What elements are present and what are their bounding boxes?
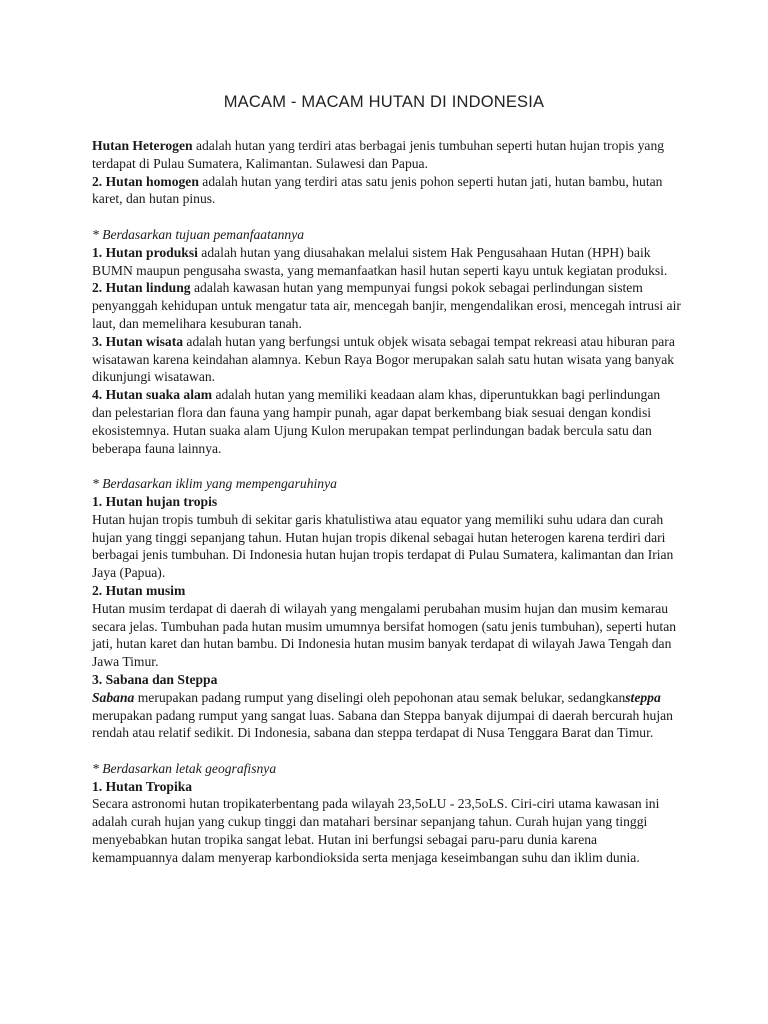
paragraph-hutan-produksi — [92, 244, 682, 280]
paragraph-hutan-suaka-alam — [92, 386, 682, 457]
paragraph-hutan-tropika: Secara astronomi hutan tropikaterbentang pada wilayah 23,5oLU - 23,5oLS. Ciri-ciri utama kawasan ini adalah curah hujan yang cukup tinggi dan matahari bersinar sepanjang tahun. Curah hujan yang tinggi menyebabkan hutan tropika sangat lebat. Hutan ini berfungsi sebagai paru-paru dunia karena kemampuannya dalam menyerap karbondioksida serta menjaga keseimbangan suhu dan iklim dunia. — [92, 796, 660, 865]
text-hutan-lindung: adalah kawasan hutan yang mempunyai fungsi pokok sebagai perlindungan sistem penyanggah kehidupan untuk mengatur tata air, mencegah banjir, mengendalikan erosi, mencegah intrusi air laut, dan memelihara kesuburan tanah. — [92, 280, 681, 331]
section-heading-letak — [92, 760, 682, 778]
term-hutan-homogen: 2. Hutan homogen — [92, 173, 199, 189]
subheading-hutan-musim — [92, 582, 682, 600]
text-hutan-produksi: adalah hutan yang diusahakan melalui sistem Hak Pengusahaan Hutan (HPH) baik BUMN maupun pengusaha swasta, yang memanfaatkan hasil hutan seperti kayu untuk kegiatan produksi. — [92, 244, 668, 278]
term-hutan-heterogen: Hutan Heterogen — [92, 138, 193, 153]
text-hutan-homogen: adalah hutan yang terdiri atas satu jenis pohon seperti hutan jati, hutan bambu, hutan karet, dan hutan pinus. — [92, 173, 663, 207]
subheading-sabana-steppa — [92, 671, 682, 689]
term-hutan-lindung: 2. Hutan lindung — [92, 280, 191, 296]
subheading-hutan-hujan-tropis — [92, 493, 682, 511]
spacer — [92, 208, 682, 226]
section-heading-iklim — [92, 475, 682, 493]
subheading-sabana-steppa-text: 3. Sabana dan Steppa — [92, 671, 218, 687]
paragraph-hutan-hujan-tropis: Hutan hujan tropis tumbuh di sekitar garis khatulistiwa atau equator yang memiliki suhu udara dan curah hujan yang tinggi sepanjang tahun. Hutan hujan tropis dikenal sebagai hutan heterogen karena terdiri dari berbagai jenis tumbuhan. Di Indonesia hutan hujan tropis terdapat di Pulau Sumatera, kalimantan dan Irian Jaya (Papua). — [92, 511, 674, 581]
text-hutan-suaka-alam: adalah hutan yang memiliki keadaan alam khas, diperuntukkan bagi perlindungan dan pelestarian flora dan fauna yang hampir punah, agar dapat berkembang biak sesuai dengan kondisi ekosistemnya. Hutan suaka alam Ujung Kulon merupakan tempat perlindungan badak bercula satu dan beberapa fauna lainnya. — [92, 387, 661, 456]
paragraph-hutan-lindung — [92, 279, 682, 332]
text-hutan-heterogen: adalah hutan yang terdiri atas berbagai jenis tumbuhan seperti hutan hujan tropis yang terdapat di Pulau Sumatera, Kalimantan. Sulawesi dan Papua. — [92, 138, 665, 171]
document-body — [92, 137, 682, 867]
term-hutan-suaka-alam: 4. Hutan suaka alam — [92, 387, 213, 403]
text-hutan-wisata: adalah hutan yang berfungsi untuk objek wisata sebagai tempat rekreasi atau hiburan para wisatawan karena keindahan alamnya. Kebun Raya Bogor merupakan salah satu hutan wisata yang banyak dikunjungi wisatawan. — [92, 333, 675, 385]
spacer — [92, 457, 682, 475]
page-title: MACAM - MACAM HUTAN DI INDONESIA — [223, 93, 545, 111]
subheading-hutan-hujan-tropis-text: 1. Hutan hujan tropis — [92, 493, 218, 509]
section-heading-tujuan — [92, 226, 682, 244]
subheading-hutan-tropika-text: 1. Hutan Tropika — [92, 778, 193, 794]
term-hutan-wisata: 3. Hutan wisata — [92, 333, 184, 349]
paragraph-hutan-heterogen — [92, 137, 682, 173]
paragraph-hutan-homogen — [92, 173, 682, 209]
paragraph-sabana-steppa — [92, 689, 682, 742]
subheading-hutan-tropika — [92, 778, 682, 796]
paragraph-hutan-musim: Hutan musim terdapat di daerah di wilayah yang mengalami perubahan musim hujan dan musim kemarau secara jelas. Tumbuhan pada hutan musim umumnya bersifat homogen (satu jenis tumbuhan), seperti hutan jati, hutan karet dan hutan bambu. Di Indonesia hutan musim banyak terdapat di wilayah Jawa Tengah dan Jawa Timur. — [92, 600, 677, 670]
subheading-hutan-musim-text: 2. Hutan musim — [92, 582, 186, 598]
spacer — [92, 742, 682, 760]
term-steppa: steppa — [625, 689, 661, 705]
section-heading-letak-text: * Berdasarkan letak geografisnya — [92, 760, 277, 776]
section-heading-iklim-text: * Berdasarkan iklim yang mempengaruhinya — [92, 476, 337, 492]
text-sabana: merupakan padang rumput yang diselingi oleh pepohonan atau semak belukar, sedangkan — [134, 689, 626, 705]
term-sabana: Sabana — [92, 689, 135, 705]
paragraph-hutan-wisata — [92, 333, 682, 386]
term-hutan-produksi: 1. Hutan produksi — [92, 244, 198, 260]
section-heading-tujuan-text: * Berdasarkan tujuan pemanfaatannya — [92, 226, 305, 242]
text-steppa: merupakan padang rumput yang sangat luas. Sabana dan Steppa banyak dijumpai di daerah bercurah hujan rendah atau relatif sedikit. Di Indonesia, sabana dan steppa terdapat di Nusa Tenggara Barat dan Timur. — [92, 707, 673, 741]
